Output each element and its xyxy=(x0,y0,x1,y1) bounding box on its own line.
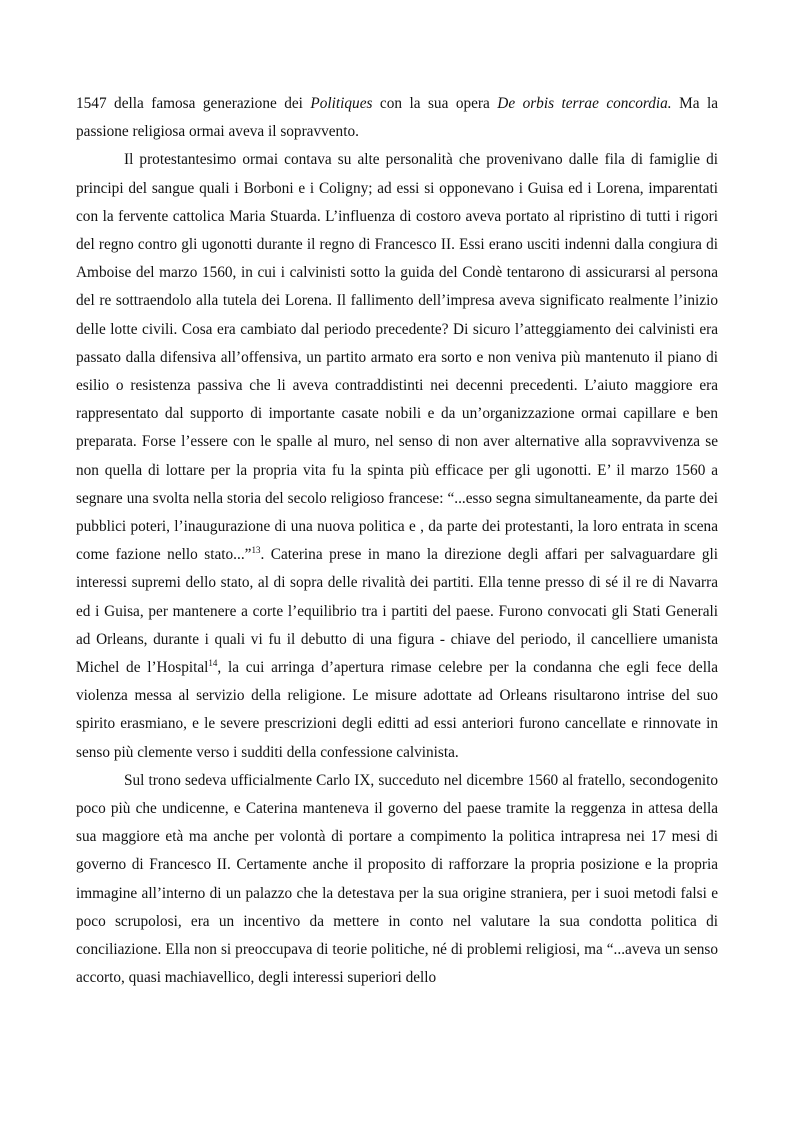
body-paragraph xyxy=(76,146,718,766)
italic-title: De orbis terrae concordia. xyxy=(497,95,672,112)
footnote-ref: 13 xyxy=(251,545,261,556)
document-page xyxy=(76,90,718,993)
text-segment: 1547 della famosa generazione dei xyxy=(76,95,311,112)
body-paragraph xyxy=(76,767,718,993)
italic-title: Politiques xyxy=(310,95,373,112)
text-segment: Sul trono sedeva ufficialmente Carlo IX, succeduto nel dicembre 1560 al fratello, secondogenito poco più che undicenne, e Caterina manteneva il governo del paese tramite la reggenza in attesa della sua maggiore età ma anche per volontà di portare a compimento la politica intrapresa nei 17 mesi di governo di Francesco II. Certamente anche il proposito di rafforzare la propria posizione e la propria immagine all’interno di un palazzo che la detestava per la sua origine straniera, per i suoi metodi falsi e poco scrupolosi, era un incentivo da mettere in conto nel valutare la sua condotta politica di conciliazione. Ella non si preoccupava di teorie politiche, né di problemi religiosi, ma “...aveva un senso accorto, quasi machiavellico, degli interessi superiori dello xyxy=(76,771,718,987)
text-segment: . Caterina prese in mano la direzione degli affari per salvaguardare gli interessi supremi dello stato, al di sopra delle rivalità dei partiti. Ella tenne presso di sé il re di Navarra ed i Guisa, per mantenere a corte l’equilibrio tra i partiti del paese. Furono convocati gli Stati Generali ad Orleans, durante i quali vi fu il debutto di una figura - chiave del periodo, il cancelliere umanista Michel de l’Hospital xyxy=(76,546,718,677)
footnote-ref: 14 xyxy=(208,657,218,668)
text-segment: , la cui arringa d’apertura rimase celebre per la condanna che egli fece della violenza messa al servizio della religione. Le misure adottate ad Orleans risultarono intrise del suo spirito erasmiano, e le severe prescrizioni degli editti ad essi anteriori furono cancellate e rinnovate in senso più clemente verso i sudditi della confessione calvinista. xyxy=(76,659,718,761)
body-paragraph xyxy=(76,90,718,146)
text-segment: Il protestantesimo ormai contava su alte personalità che provenivano dalle fila di famiglie di principi del sangue quali i Borboni e i Coligny; ad essi si opponevano i Guisa ed i Lorena, imparentati con la fervente cattolica Maria Stuarda. L’influenza di costoro aveva portato al ripristino di tutti i rigori del regno contro gli ugonotti durante il regno di Francesco II. Essi erano usciti indenni dalla congiura di Amboise del marzo 1560, in cui i calvinisti sotto la guida del Condè tentarono di assicurarsi al persona del re sottraendolo alla tutela dei Lorena. Il fallimento dell’impresa aveva significato realmente l’inizio delle lotte civili. Cosa era cambiato dal periodo precedente? Di sicuro l’atteggiamento dei calvinisti era passato dalla difensiva all’offensiva, un partito armato era sorto e non veniva più mantenuto il piano di esilio o resistenza passiva che li aveva contraddistinti nei decenni precedenti. L’aiuto maggiore era rappresentato dal supporto di importante casate nobili e da un’organizzazione ormai capillare e ben preparata. Forse l’essere con le spalle al muro, nel senso di non aver alternative alla sopravvivenza se non quella di lottare per la propria vita fu la spinta più efficace per gli ugonotti. E’ il marzo 1560 a segnare una svolta nella storia del secolo religioso francese: “...esso segna simultaneamente, da parte dei pubblici poteri, l’inaugurazione di una nuova politica e , da parte dei protestanti, la loro entrata in scena come fazione nello stato...” xyxy=(76,151,718,564)
text-segment: Ma la passione religiosa ormai aveva il sopravvento. xyxy=(76,95,718,141)
text-segment: con la sua opera xyxy=(372,95,498,112)
